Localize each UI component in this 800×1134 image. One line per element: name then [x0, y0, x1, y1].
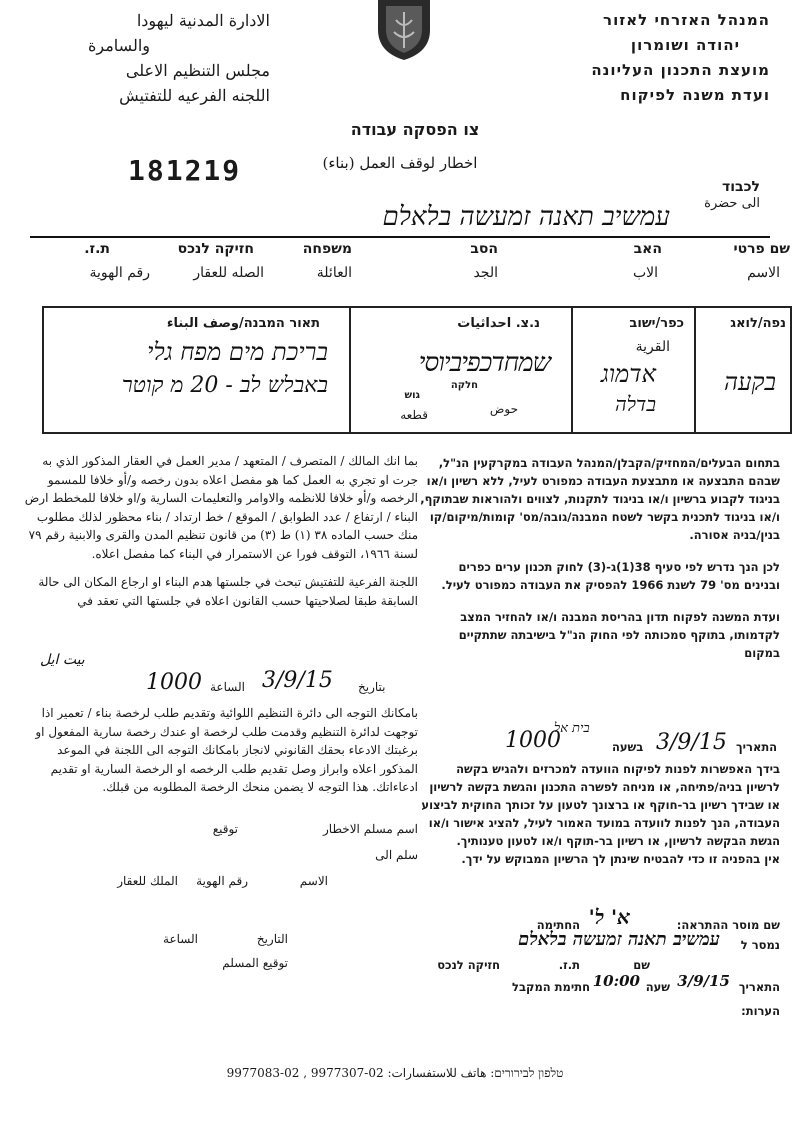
- receipt-ar-relation: الملك للعقار: [117, 874, 178, 888]
- header-arabic-line1: الادارة المدنية ليهودا: [136, 11, 270, 30]
- body-hebrew-time-label: בשעה: [612, 740, 644, 754]
- field-relation-ar: الصله للعقار: [193, 265, 264, 281]
- col-village-header-ar: القرية: [635, 339, 670, 355]
- receipt-he-note: הערות:: [741, 1004, 780, 1018]
- receipt-ar-receiver-sig: توقيع المسلم: [222, 956, 288, 970]
- receipt-he-col-relation: חזיקה לנכס: [437, 958, 500, 972]
- receipt-ar-name: الاسم: [299, 874, 328, 888]
- body-hebrew-place: בית אל: [554, 721, 590, 736]
- body-arabic-p1: بما انك المالك / المتصرف / المتعهد / مدير العمل في العقار المذكور الذي به جرت او تجري به العمل كما هو مفصل اعلاه بدون رخصه و/أو خلافا للمسمو الرخصه و/أو خلافا للانظمه والاوامر والتعليمات السارية و/او خلافا للمخطط ارض البناء / ارتفاع / عدد الطوابق / الموقع / خط ارتداد / بناء محظور لذلك مطلوب منك حسب الماده ٣٨ (١) ط (٣) من قانون تنظيم المدن والقرى والابنية رقم ٧٩ لسنة ١٩٦٦، التوقف فورا عن الاستمرار في البناء كما مفصل اعلاه.: [24, 454, 418, 561]
- receipt-he-giver-label: שם מוסר ההתראה:: [676, 918, 780, 932]
- receipt-ar-delivered: سلم الى: [375, 848, 418, 862]
- header-hebrew-line4: ועדת משנה לפיקוח: [620, 86, 770, 104]
- title-arabic: اخطار لوقف العمل (بناء): [322, 154, 478, 172]
- table-divider: [694, 308, 696, 432]
- header-hebrew-line1: המנהל האזרחי לאזור: [603, 11, 770, 29]
- header-arabic: [30, 8, 270, 108]
- receipt-ar-time: الساعة: [163, 932, 198, 946]
- body-hebrew-p3: ועדת המשנה לפקוח תדון בהריסת המבנה ו/או להחזיר המצב לקדמותו, בתוקף סמכותה לפי החוק הנ"ל בישיבתה שתתקיים במקום: [458, 610, 780, 660]
- addressee-label-ar: الى حضرة: [704, 196, 760, 211]
- title-hebrew: צו הפסקה עבודה: [350, 120, 480, 139]
- table-divider: [349, 308, 351, 432]
- footer-phones: טלפון לבירורים: هاتف للاستفسارات: 02-9977307 , 02-9977083: [226, 1066, 564, 1080]
- receipt-he-handed-label: נמסר ל: [740, 938, 780, 952]
- receipt-he-hour-label: שעה: [645, 980, 670, 994]
- body-hebrew-lower: [420, 760, 780, 868]
- body-hebrew-time: 1000: [505, 728, 561, 753]
- receipt-he-date-value: 3/9/15: [677, 972, 730, 990]
- receipt-he-hour-value: 10:00: [592, 972, 640, 990]
- receipt-ar-date: التاريخ: [256, 932, 288, 946]
- body-arabic-time-label: الساعة: [210, 680, 245, 694]
- addressee-underline: [30, 236, 770, 238]
- field-father-ar: الاب: [632, 265, 658, 281]
- property-table: [42, 306, 792, 434]
- col-desc-header: תאור המבנה/وصف البناء: [166, 316, 320, 331]
- col-desc-value2: באבלש לב - 20 מ קוטר: [121, 373, 328, 398]
- receipt-he-recv-sig: חתימת המקבל: [512, 980, 590, 994]
- receipt-he-col-id: ת.ז.: [558, 958, 580, 972]
- field-family-he: משפחה: [302, 241, 352, 257]
- col-village-header: כפר/ישוב: [629, 316, 684, 331]
- header-arabic-line3: مجلس التنظيم الاعلى: [125, 61, 270, 80]
- receipt-he-signature-label: החתימה: [536, 918, 580, 932]
- receipt-ar-id: رقم الهوية: [196, 874, 248, 888]
- body-hebrew-date-label: התאריך: [736, 740, 778, 754]
- body-arabic-time: 1000: [146, 670, 202, 695]
- body-arabic-place: بيت ايل: [40, 652, 85, 668]
- col-village-value1: אדמוג: [600, 360, 656, 388]
- form-number: 181219: [128, 154, 242, 187]
- field-grandfather-he: הסב: [470, 241, 498, 257]
- field-first-name-he: שם פרטי: [733, 241, 790, 257]
- person-fields: [30, 240, 790, 290]
- header-hebrew-line3: מועצת התכנון העליונה: [591, 61, 770, 79]
- field-id-ar: رقم الهوية: [89, 265, 150, 281]
- col-coords-sub1: גוש: [404, 390, 420, 401]
- col-coords-header: נ.צ. احداثيات: [457, 316, 540, 331]
- body-hebrew: [420, 454, 780, 662]
- col-village-value2: בדלה: [614, 392, 656, 416]
- receipt-ar-signature: توقيع: [212, 822, 238, 836]
- field-father-he: האב: [633, 241, 662, 257]
- field-relation-he: חזיקה לנכס: [177, 241, 254, 257]
- body-arabic-date: 3/9/15: [262, 668, 333, 693]
- col-coords-sub2: חלקה: [450, 380, 478, 391]
- field-grandfather-ar: الجد: [473, 265, 498, 281]
- receipt-he-giver-value: א' ל': [588, 905, 630, 929]
- emblem-icon: [374, 0, 434, 60]
- receipt-ar-receiver: اسم مسلم الاخطار: [323, 822, 418, 836]
- col-desc-value1: בריכת מים מפח גלי: [147, 338, 328, 366]
- header-hebrew-line2: יהודה ושומרון: [630, 36, 740, 54]
- body-arabic-p2: اللجنة الفرعية للتفتيش تبحث في جلستها هدم البناء او ارجاع المكان الى حالة السابقة طبقا لصلاحيتها حسب القانون اعلاه في جلستها التي تعقد في: [38, 575, 418, 608]
- body-hebrew-p2: לכן הנך נדרש לפי סעיף 38(1)ג-(3) לחוק תכנון ערים כפרים ובנינים מס' 79 לשנת 1966 להפסיק את העבודה כמפורט לעיל.: [441, 560, 780, 592]
- field-family-ar: العائلة: [316, 265, 352, 281]
- table-divider: [571, 308, 573, 432]
- field-first-name-ar: الاسم: [747, 265, 780, 281]
- col-coords-sub4: قطعه: [400, 408, 428, 422]
- receipt-he-col-name: שם: [633, 958, 650, 972]
- body-arabic: [22, 452, 418, 610]
- receipt-he-handed-value: עמשיב תאנה זמעשה בלאלם: [518, 929, 720, 950]
- body-hebrew-p4: בידך האפשרות לפנות לפיקוח הוועדה למכרזים ולהגיש בקשה לרשיון בניה/פתיחה, או מניחה לפשרה התכנון והגשת בקשה לרשיון או שבידך רשיון בר-חוקף או ברצונך לטעון על זכותך החוקית לביצוע העבודה, הנך לפנות לוועדה במועד האמור לעיל, להציג אישור ו/או הגשת הבקשה לרשיון, או רשיון בר-תוקף ו/או לטעון טענותיך.: [421, 762, 780, 848]
- field-id-he: ת.ז.: [84, 241, 110, 257]
- body-arabic-date-label: بتاريخ: [358, 680, 386, 694]
- addressee-name: עמשיב תאנה זמעשה בלאלם: [382, 202, 670, 232]
- body-hebrew-p5: אין בהפניה זו כדי להבטיח שינתן לך הרשיון המבוקש על ידך.: [461, 852, 780, 866]
- col-coords-value: שמחדכפיביוסי: [418, 348, 550, 378]
- body-hebrew-p1: בתחום הבעלים/המחזיק/הקבלן/המנהל העבודה במקרקעין הנ"ל, שבהם התבצעה או מתבצעת העבודה כמפורט לעיל, ללא רשיון ו/או בניגוד לקבוע ברשיון ו/או בניגוד לתקנות, לצווים ולהוראות שבתוקף, ו/או בניגוד לתכנית בקשר לשטח המבנה/גובה/מס' קומות/מיקום/קו בנין/בניה אסורה.: [420, 456, 780, 542]
- col-district-header: נפה/לואג: [730, 316, 786, 331]
- receipt-he-date-label: התאריך: [738, 980, 780, 994]
- header-arabic-line4: اللجنه الفرعيه للتفتيش: [119, 86, 270, 105]
- body-arabic-p3: بامكانك التوجه الى دائرة التنظيم اللوائية وتقديم طلب لرخصة بناء / تعمير اذا توجهت لدائرة التنظيم وقدمت طلب لرخصة او عندك رخصة سارية المفعول او برغبتك الادعاء بحقك القانوني لانجاز بامكانك التوجه الى اللجنة في الموعد المذكور اعلاه وابراز وصل تقديم طلب الرخصه او الرخصة السارية او تقديم ادعاءاتك. هذا التوجه لا يضمن منحك الرخصة المطلوبه من قبلك.: [35, 706, 418, 794]
- header-hebrew: [510, 8, 770, 108]
- col-coords-sub3: حوض: [489, 402, 518, 416]
- col-district-value: בקעה: [723, 368, 776, 396]
- header-arabic-line2: والسامرة: [88, 36, 150, 55]
- body-hebrew-date: 3/9/15: [656, 730, 727, 755]
- addressee-label-he: לכבוד: [722, 179, 760, 195]
